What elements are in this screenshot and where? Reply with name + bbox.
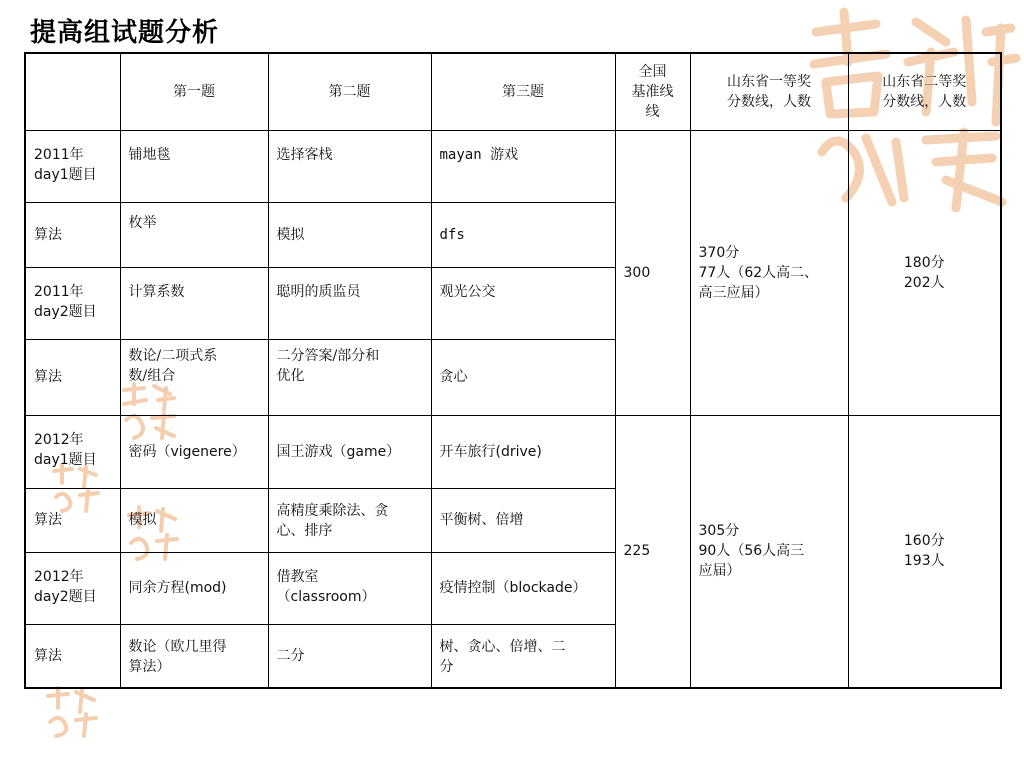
table-row (25, 130, 1001, 202)
header-q2: 第二题 (268, 53, 431, 130)
cell-q3: mayan 游戏 (431, 130, 615, 202)
cell-q2: 二分答案/部分和 优化 (268, 339, 431, 415)
cell-q2: 模拟 (268, 202, 431, 267)
cell-q1: 计算系数 (120, 267, 268, 339)
cell-q3: 贪心 (431, 339, 615, 415)
header-row (25, 53, 1001, 130)
national-baseline-2012: 225 (615, 415, 690, 688)
header-first-prize: 山东省一等奖 分数线，人数 (690, 53, 848, 130)
second-prize-2011: 180分 202人 (848, 130, 1001, 415)
cell-q2: 高精度乘除法、贪 心、排序 (268, 488, 431, 552)
row-label: 2012年 day2题目 (25, 552, 120, 624)
analysis-table (24, 52, 1002, 689)
cell-q2: 借教室 （classroom） (268, 552, 431, 624)
cell-q1: 同余方程(mod) (120, 552, 268, 624)
header-q1: 第一题 (120, 53, 268, 130)
header-second-prize: 山东省二等奖 分数线，人数 (848, 53, 1001, 130)
first-prize-2012: 305分 90人（56人高三 应届） (690, 415, 848, 688)
cell-q2: 二分 (268, 624, 431, 688)
row-label: 2011年 day2题目 (25, 267, 120, 339)
cell-q1: 枚举 (120, 202, 268, 267)
cell-q2: 聪明的质监员 (268, 267, 431, 339)
cell-q2: 国王游戏（game） (268, 415, 431, 488)
cell-q1: 数论（欧几里得 算法） (120, 624, 268, 688)
table-row (25, 415, 1001, 488)
cell-q1: 密码（vigenere） (120, 415, 268, 488)
row-label: 算法 (25, 202, 120, 267)
header-corner-cell (25, 53, 120, 130)
header-q3: 第三题 (431, 53, 615, 130)
row-label: 算法 (25, 339, 120, 415)
cell-q3: dfs (431, 202, 615, 267)
cell-q1: 模拟 (120, 488, 268, 552)
header-national-baseline: 全国 基准线 线 (615, 53, 690, 130)
second-prize-2012: 160分 193人 (848, 415, 1001, 688)
row-label: 算法 (25, 624, 120, 688)
row-label: 算法 (25, 488, 120, 552)
cell-q1: 铺地毯 (120, 130, 268, 202)
cell-q3: 树、贪心、倍增、二 分 (431, 624, 615, 688)
cell-q3: 疫情控制（blockade） (431, 552, 615, 624)
cell-q3: 观光公交 (431, 267, 615, 339)
row-label: 2011年 day1题目 (25, 130, 120, 202)
page-title: 提高组试题分析 (30, 18, 220, 48)
row-label: 2012年 day1题目 (25, 415, 120, 488)
cell-q1: 数论/二项式系 数/组合 (120, 339, 268, 415)
cell-q3: 开车旅行(drive) (431, 415, 615, 488)
cell-q3: 平衡树、倍增 (431, 488, 615, 552)
cell-q2: 选择客栈 (268, 130, 431, 202)
first-prize-2011: 370分 77人（62人高二、 高三应届） (690, 130, 848, 415)
seal-stamp-icon (44, 686, 102, 738)
national-baseline-2011: 300 (615, 130, 690, 415)
